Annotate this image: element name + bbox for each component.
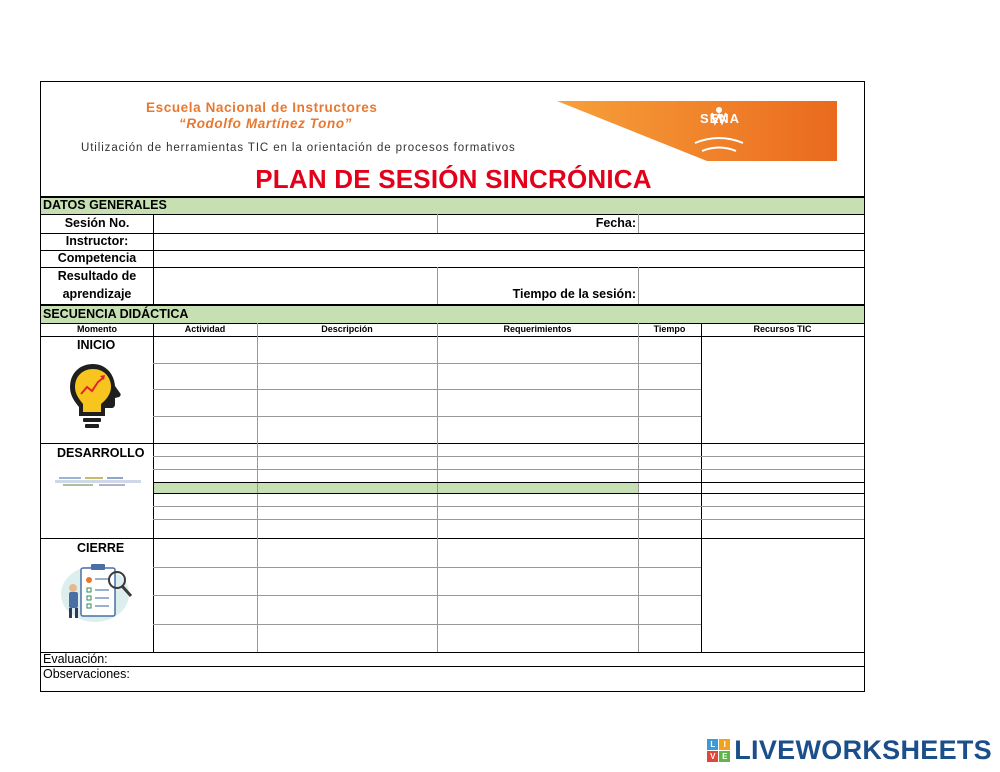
row-line: [153, 363, 701, 364]
recursos-cierre-input[interactable]: [702, 539, 864, 652]
col-actividad: Actividad: [184, 324, 226, 334]
row-line: [153, 567, 701, 568]
page-title: PLAN DE SESIÓN SINCRÓNICA: [255, 164, 652, 194]
tiempo-sesion-label: Tiempo de la sesión:: [512, 287, 636, 301]
session-plan-sheet: [40, 81, 865, 692]
sesion-input[interactable]: [154, 215, 437, 233]
sena-logo: [557, 101, 837, 161]
divider: [153, 323, 154, 652]
divider: [257, 323, 258, 652]
badge-letter: L: [707, 739, 718, 750]
badge-letter: I: [719, 739, 730, 750]
resultado-label-2: aprendizaje: [62, 287, 132, 301]
moment-desarrollo: DESARROLLO: [57, 446, 145, 460]
rule: [41, 304, 864, 306]
col-tiempo: Tiempo: [653, 324, 686, 334]
datos-generales-heading: DATOS GENERALES: [43, 198, 167, 212]
row-line: [153, 456, 864, 457]
col-momento: Momento: [77, 324, 117, 334]
school-subname: “Rodolfo Martínez Tono”: [179, 116, 353, 131]
badge-letter: V: [707, 751, 718, 762]
row-line: [153, 624, 701, 625]
desarrollo-highlight-band: [153, 482, 638, 493]
sesion-label: Sesión No.: [64, 216, 130, 230]
col-recursos-tic: Recursos TIC: [753, 324, 812, 334]
observaciones-label: Observaciones:: [43, 667, 130, 681]
competencia-input[interactable]: [154, 251, 864, 267]
rule: [41, 196, 864, 198]
tiempo-sesion-input[interactable]: [639, 268, 864, 304]
row-line: [153, 595, 701, 596]
fecha-input[interactable]: [639, 215, 864, 233]
col-requerimientos: Requerimientos: [503, 324, 572, 334]
divider: [638, 323, 639, 652]
row-line: [153, 482, 864, 483]
sena-logo-text: SENA: [699, 111, 741, 126]
row-line: [153, 389, 701, 390]
liveworksheets-wordmark: LIVEWORKSHEETS: [734, 735, 992, 765]
evaluacion-input[interactable]: [121, 653, 864, 666]
recursos-inicio-input[interactable]: [702, 337, 864, 443]
row-line: [153, 493, 864, 494]
col-descripcion: Descripción: [321, 324, 373, 334]
row-line: [153, 469, 864, 470]
moment-inicio: INICIO: [77, 338, 116, 352]
liveworksheets-logo: [707, 735, 992, 766]
divider: [437, 267, 438, 304]
resultado-input[interactable]: [154, 268, 437, 304]
instructor-label: Instructor:: [65, 234, 129, 248]
divider: [437, 323, 438, 652]
instructor-input[interactable]: [154, 234, 864, 250]
observaciones-input[interactable]: [136, 667, 864, 691]
moment-cierre: CIERRE: [77, 541, 125, 555]
desarrollo-thumbnail-icon: [53, 475, 143, 489]
badge-letter: E: [719, 751, 730, 762]
school-name: Escuela Nacional de Instructores: [146, 100, 378, 115]
program-name: Utilización de herramientas TIC en la orientación de procesos formativos: [81, 142, 516, 154]
row-line: [153, 519, 864, 520]
lightbulb-head-icon: [65, 360, 125, 432]
resultado-label-1: Resultado de: [57, 269, 137, 283]
fecha-label: Fecha:: [595, 216, 636, 230]
row-line: [153, 506, 864, 507]
checklist-magnifier-icon: [59, 558, 139, 626]
competencia-label: Competencia: [57, 251, 137, 265]
row-line: [153, 416, 701, 417]
liveworksheets-badge-icon: [707, 739, 730, 762]
evaluacion-label: Evaluación:: [43, 652, 108, 666]
divider: [437, 214, 438, 233]
secuencia-heading: SECUENCIA DIDÁCTICA: [43, 307, 189, 321]
rule: [41, 443, 864, 444]
